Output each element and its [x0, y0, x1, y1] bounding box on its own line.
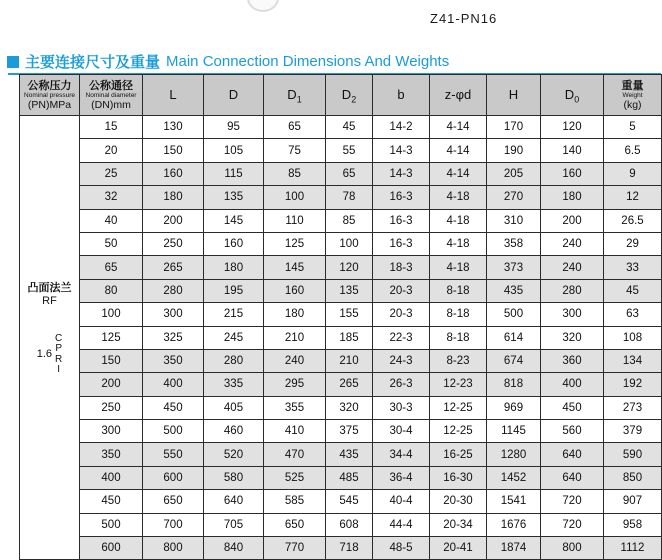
table-cell: 240 [541, 232, 604, 255]
table-cell: 160 [143, 162, 204, 185]
table-cell: 29 [604, 232, 662, 255]
column-header-pressure-en: Nominal pressure [24, 91, 75, 99]
table-body [20, 116, 662, 560]
dn-cell: 400 [80, 466, 143, 489]
table-cell: 435 [487, 279, 541, 302]
table-row [20, 373, 662, 396]
table-row [20, 209, 662, 232]
column-header-weight-unit: (kg) [623, 98, 642, 111]
table-cell: 190 [487, 139, 541, 162]
table-cell: 800 [143, 537, 204, 560]
column-header-diameter [80, 75, 143, 116]
column-header-label: L [169, 87, 177, 102]
table-cell: 850 [604, 466, 662, 489]
table-cell: 120 [326, 256, 373, 279]
table-cell: 300 [143, 303, 204, 326]
table-cell: 818 [487, 373, 541, 396]
column-header-dim-7 [541, 75, 604, 116]
table-cell: 100 [264, 186, 326, 209]
table-cell: 4-18 [430, 232, 487, 255]
table-cell: 100 [326, 232, 373, 255]
table-cell: 22-3 [373, 326, 430, 349]
table-row [20, 513, 662, 536]
dn-cell: 200 [80, 373, 143, 396]
table-cell: 16-30 [430, 466, 487, 489]
table-cell: 120 [541, 116, 604, 139]
dn-cell: 600 [80, 537, 143, 560]
table-cell: 600 [143, 466, 204, 489]
section-heading-zh: 主要连接尺寸及重量 [25, 54, 161, 71]
table-cell: 12-25 [430, 420, 487, 443]
table-cell: 85 [326, 209, 373, 232]
table-cell: 705 [204, 513, 264, 536]
column-header-label: $D_0$ [564, 86, 580, 105]
column-header-dim-5 [430, 75, 487, 116]
table-cell: 40-4 [373, 490, 430, 513]
table-cell: 240 [264, 349, 326, 372]
dn-cell: 65 [80, 256, 143, 279]
table-cell: 14-3 [373, 139, 430, 162]
pressure-cell-content [20, 118, 79, 558]
table-cell: 33 [604, 256, 662, 279]
dn-cell: 25 [80, 162, 143, 185]
vertical-text-letter: C [55, 332, 63, 344]
dn-cell: 450 [80, 490, 143, 513]
table-cell: 400 [541, 373, 604, 396]
dn-cell: 15 [80, 116, 143, 139]
table-cell: 958 [604, 513, 662, 536]
table-cell: 14-2 [373, 116, 430, 139]
table-cell: 140 [541, 139, 604, 162]
table-cell: 20-41 [430, 537, 487, 560]
column-header-weight [604, 75, 662, 116]
table-cell: 500 [143, 420, 204, 443]
table-row [20, 443, 662, 466]
heading-bullet-icon [7, 56, 19, 68]
table-cell: 78 [326, 186, 373, 209]
table-cell: 5 [604, 116, 662, 139]
column-header-label: $D_2$ [341, 86, 357, 105]
table-cell: 1112 [604, 537, 662, 560]
table-row [20, 490, 662, 513]
table-cell: 280 [204, 349, 264, 372]
table-cell: 16-3 [373, 186, 430, 209]
table-cell: 580 [204, 466, 264, 489]
column-header-label: b [397, 87, 405, 102]
table-cell: 355 [264, 396, 326, 419]
table-cell: 155 [326, 303, 373, 326]
vertical-text [55, 334, 62, 376]
table-cell: 608 [326, 513, 373, 536]
table-cell: 160 [541, 162, 604, 185]
table-cell: 44-4 [373, 513, 430, 536]
flange-type-zh: 凸面法兰 [27, 281, 72, 294]
table-cell: 200 [143, 209, 204, 232]
dn-cell: 100 [80, 303, 143, 326]
cropped-figure-arc [247, 0, 279, 12]
table-cell: 4-14 [430, 116, 487, 139]
table-row [20, 303, 662, 326]
column-header-pressure-unit: (PN)MPa [27, 98, 72, 111]
table-cell: 560 [541, 420, 604, 443]
table-cell: 450 [541, 396, 604, 419]
section-heading [7, 51, 449, 72]
table-row [20, 420, 662, 443]
table-cell: 674 [487, 349, 541, 372]
table-cell: 485 [326, 466, 373, 489]
table-row [20, 186, 662, 209]
dn-cell: 350 [80, 443, 143, 466]
table-cell: 95 [204, 116, 264, 139]
table-cell: 470 [264, 443, 326, 466]
table-cell: 650 [143, 490, 204, 513]
table-cell: 585 [264, 490, 326, 513]
column-header-dim-3 [326, 75, 373, 116]
table-cell: 24-3 [373, 349, 430, 372]
table-cell: 4-18 [430, 209, 487, 232]
table-cell: 45 [604, 279, 662, 302]
table-cell: 4-14 [430, 139, 487, 162]
model-title: Z41-PN16 [430, 11, 498, 26]
dn-cell: 20 [80, 139, 143, 162]
table-cell: 969 [487, 396, 541, 419]
table-cell: 85 [264, 162, 326, 185]
column-header-pressure-zh: 公称压力 [27, 79, 72, 92]
table-cell: 30-3 [373, 396, 430, 419]
dn-cell: 300 [80, 420, 143, 443]
table-cell: 460 [204, 420, 264, 443]
table-cell: 525 [264, 466, 326, 489]
table-cell: 335 [204, 373, 264, 396]
table-cell: 265 [143, 256, 204, 279]
table-cell: 9 [604, 162, 662, 185]
table-cell: 145 [204, 209, 264, 232]
table-row [20, 349, 662, 372]
table-row [20, 396, 662, 419]
table-cell: 250 [143, 232, 204, 255]
table-cell: 150 [143, 139, 204, 162]
flange-type-code: RF [42, 294, 57, 307]
column-header-weight-en: Weight [622, 91, 643, 99]
dn-cell: 50 [80, 232, 143, 255]
table-cell: 65 [326, 162, 373, 185]
table-cell: 280 [143, 279, 204, 302]
table-cell: 280 [541, 279, 604, 302]
table-cell: 215 [204, 303, 264, 326]
column-header-pressure [20, 75, 80, 116]
column-header-dim-1 [204, 75, 264, 116]
table-cell: 55 [326, 139, 373, 162]
table-cell: 26-3 [373, 373, 430, 396]
table-cell: 4-14 [430, 162, 487, 185]
table-cell: 1676 [487, 513, 541, 536]
table-cell: 12-25 [430, 396, 487, 419]
table-cell: 1452 [487, 466, 541, 489]
table-cell: 135 [326, 279, 373, 302]
header-row [20, 75, 662, 116]
column-header-diameter-en: Nominal diameter [85, 91, 137, 99]
dn-cell: 40 [80, 209, 143, 232]
dn-cell: 500 [80, 513, 143, 536]
table-cell: 435 [326, 443, 373, 466]
table-cell: 1874 [487, 537, 541, 560]
table-cell: 160 [264, 279, 326, 302]
column-header-diameter-unit: (DN)mm [91, 98, 131, 111]
table-cell: 210 [326, 349, 373, 372]
table-cell: 180 [264, 303, 326, 326]
table-cell: 1280 [487, 443, 541, 466]
table-cell: 108 [604, 326, 662, 349]
table-cell: 160 [204, 232, 264, 255]
dn-cell: 250 [80, 396, 143, 419]
table-cell: 12-23 [430, 373, 487, 396]
table-cell: 195 [204, 279, 264, 302]
table-cell: 20-30 [430, 490, 487, 513]
column-header-dim-6 [487, 75, 541, 116]
table-cell: 405 [204, 396, 264, 419]
vertical-text-letter: P [55, 343, 62, 355]
table-cell: 375 [326, 420, 373, 443]
table-cell: 450 [143, 396, 204, 419]
column-header-label: z-φd [444, 87, 472, 102]
table-cell: 4-18 [430, 186, 487, 209]
column-header-dim-2 [264, 75, 326, 116]
table-cell: 360 [541, 349, 604, 372]
table-cell: 640 [541, 466, 604, 489]
table-cell: 16-3 [373, 209, 430, 232]
table-cell: 45 [326, 116, 373, 139]
table-row [20, 232, 662, 255]
table-row [20, 256, 662, 279]
table-cell: 718 [326, 537, 373, 560]
table-cell: 410 [264, 420, 326, 443]
column-header-dim-4 [373, 75, 430, 116]
table-cell: 34-4 [373, 443, 430, 466]
table-cell: 720 [541, 490, 604, 513]
table-cell: 320 [326, 396, 373, 419]
table-cell: 8-18 [430, 326, 487, 349]
column-header-weight-zh: 重量 [621, 79, 644, 92]
table-cell: 18-3 [373, 256, 430, 279]
table-cell: 200 [541, 209, 604, 232]
table-cell: 36-4 [373, 466, 430, 489]
table-cell: 20-3 [373, 279, 430, 302]
table-cell: 26.5 [604, 209, 662, 232]
dimensions-table [19, 74, 662, 560]
table-cell: 6.5 [604, 139, 662, 162]
table-cell: 75 [264, 139, 326, 162]
table-cell: 63 [604, 303, 662, 326]
table-cell: 14-3 [373, 162, 430, 185]
table-cell: 907 [604, 490, 662, 513]
table-cell: 800 [541, 537, 604, 560]
table-cell: 180 [204, 256, 264, 279]
flange-type-label [20, 282, 79, 308]
table-cell: 4-18 [430, 256, 487, 279]
table-cell: 1145 [487, 420, 541, 443]
table-header [20, 75, 662, 116]
table-cell: 300 [541, 303, 604, 326]
table-cell: 12 [604, 186, 662, 209]
table-cell: 520 [204, 443, 264, 466]
table-cell: 205 [487, 162, 541, 185]
table-cell: 240 [541, 256, 604, 279]
dn-cell: 150 [80, 349, 143, 372]
table-cell: 379 [604, 420, 662, 443]
table-cell: 265 [326, 373, 373, 396]
section-heading-en: Main Connection Dimensions And Weights [166, 53, 450, 70]
table-cell: 8-18 [430, 279, 487, 302]
table-row [20, 139, 662, 162]
table-cell: 134 [604, 349, 662, 372]
dn-cell: 32 [80, 186, 143, 209]
table-cell: 135 [204, 186, 264, 209]
table-cell: 180 [143, 186, 204, 209]
table-row [20, 279, 662, 302]
pressure-group-cell [20, 116, 80, 560]
table-cell: 125 [264, 232, 326, 255]
pressure-rating: 1.6 [36, 347, 53, 360]
table-cell: 210 [264, 326, 326, 349]
pressure-rating-group [20, 334, 79, 376]
table-cell: 48-5 [373, 537, 430, 560]
table-row [20, 466, 662, 489]
table-cell: 8-18 [430, 303, 487, 326]
table-row [20, 116, 662, 139]
table-row [20, 537, 662, 560]
table-row [20, 326, 662, 349]
table-cell: 310 [487, 209, 541, 232]
table-cell: 700 [143, 513, 204, 536]
table-cell: 16-3 [373, 232, 430, 255]
table-cell: 270 [487, 186, 541, 209]
table-cell: 170 [487, 116, 541, 139]
table-row [20, 162, 662, 185]
table-cell: 145 [264, 256, 326, 279]
table-cell: 373 [487, 256, 541, 279]
table-cell: 650 [264, 513, 326, 536]
table-cell: 180 [541, 186, 604, 209]
column-header-dim-0 [143, 75, 204, 116]
table-cell: 400 [143, 373, 204, 396]
table-cell: 16-25 [430, 443, 487, 466]
table-cell: 273 [604, 396, 662, 419]
table-cell: 20-34 [430, 513, 487, 536]
table-cell: 640 [204, 490, 264, 513]
column-header-diameter-zh: 公称通径 [89, 79, 133, 92]
table-cell: 110 [264, 209, 326, 232]
table-cell: 614 [487, 326, 541, 349]
table-cell: 185 [326, 326, 373, 349]
table-cell: 105 [204, 139, 264, 162]
dn-cell: 125 [80, 326, 143, 349]
column-header-label: $D_1$ [287, 86, 302, 105]
table-cell: 320 [541, 326, 604, 349]
table-cell: 358 [487, 232, 541, 255]
table-cell: 720 [541, 513, 604, 536]
vertical-text-letter: R [55, 353, 63, 365]
table-cell: 192 [604, 373, 662, 396]
table-cell: 115 [204, 162, 264, 185]
table-cell: 325 [143, 326, 204, 349]
column-header-label: D [228, 87, 239, 102]
table-cell: 8-23 [430, 349, 487, 372]
table-cell: 500 [487, 303, 541, 326]
table-cell: 30-4 [373, 420, 430, 443]
table-cell: 770 [264, 537, 326, 560]
table-cell: 20-3 [373, 303, 430, 326]
table-cell: 65 [264, 116, 326, 139]
table-cell: 245 [204, 326, 264, 349]
table-cell: 295 [264, 373, 326, 396]
table-cell: 590 [604, 443, 662, 466]
table-cell: 550 [143, 443, 204, 466]
column-header-label: H [508, 87, 519, 102]
vertical-text-letter: I [57, 364, 61, 376]
table-cell: 840 [204, 537, 264, 560]
table-cell: 350 [143, 349, 204, 372]
table-cell: 1541 [487, 490, 541, 513]
table-cell: 130 [143, 116, 204, 139]
table-cell: 640 [541, 443, 604, 466]
dn-cell: 80 [80, 279, 143, 302]
table-cell: 545 [326, 490, 373, 513]
